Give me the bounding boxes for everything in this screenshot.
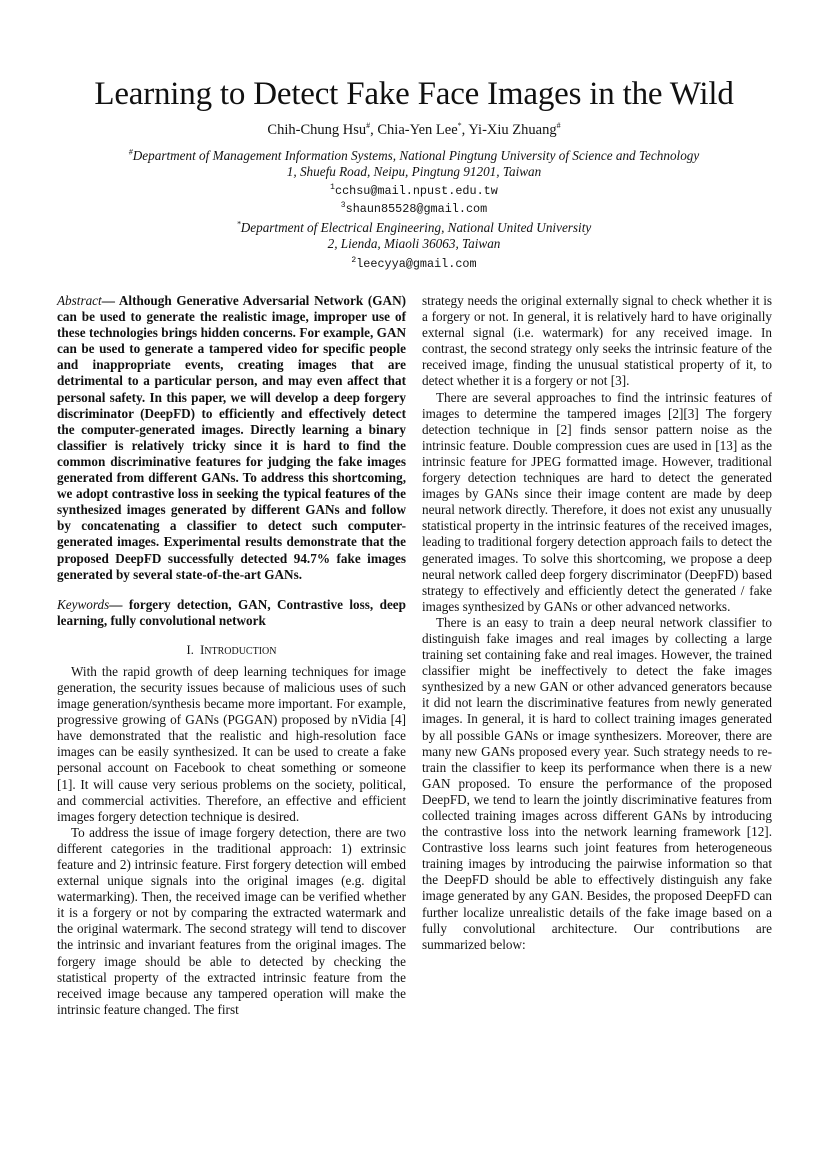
abstract: [57, 293, 406, 583]
affiliation-2-line-2: 2, Lienda, Miaoli 36063, Taiwan: [327, 236, 501, 251]
email-1: [0, 183, 828, 199]
author-name: Chia-Yen Lee: [377, 122, 458, 138]
keywords: [57, 597, 406, 629]
affiliation-text: Department of Electrical Engineering, National United University: [240, 220, 592, 235]
abstract-dash: —: [101, 293, 119, 308]
keywords-label: Keywords: [57, 596, 110, 612]
keywords-text: forgery detection, GAN, Contrastive loss, deep learning, fully convolutional network: [57, 596, 406, 628]
section-initial: I: [200, 642, 205, 657]
intro-paragraph-1: With the rapid growth of deep learning techniques for image generation, the security issues because of malicious uses of such image generation/synthesis became more important. For example, progressive growing of GANs (PGGAN) proposed by nVidia [4] have demonstrated that the realistic and high-resolution face images can be easily synthesized. It can be used to create a fake personal account on Facebook to cheat something or someone [1]. It will cause very serious problems on the society, political, and commercial activities. Therefore, an effective and efficient images forgery detection technique is desired.: [57, 663, 406, 824]
affiliation-1-line-2: 1, Shuefu Road, Neipu, Pingtung 91201, Taiwan: [286, 164, 542, 179]
affiliation-mark: *: [236, 219, 241, 229]
email-3: [0, 256, 828, 272]
left-column: [57, 293, 406, 1018]
author-list: Chih-Chung Hsu#, Chia-Yen Lee*, Yi-Xiu Zhuang#: [267, 121, 561, 138]
intro-paragraph-3: strategy needs the original externally signal to check whether it is a forgery or not. In general, it is relatively hard to have originally external signal (i.e. watermark) for any received image. In contrast, the second strategy only seeks the intrinsic feature of the received image, finding the unusual statistical property of it, to detect whether it is a forgery or not [3].: [422, 293, 772, 389]
keywords-dash: —: [109, 596, 129, 612]
intro-paragraph-5: There is an easy to train a deep neural network classifier to distinguish fake images and real images by collecting a large training set containing fake and real images. However, the trained classifier might be ineffectively to detect the fake images synthesized by a new GAN or other advanced generators because it did not learn the discriminative features from newly generated images. In general, it is hard to collect training images generated by all possible GANs or image synthesizers. Moreover, there are many new GANs proposed every year. Such strategy needs to re-train the classifier to keep its performance when there is a new GAN proposed. To ensure the performance of the proposed DeepFD, we tend to learn the jointly discriminative features from collected training images across different GANs by introducing the contrastive loss into the network learning framework [12]. Contrastive loss learns such joint features from heterogeneous training images by introducing the pairwise information so that the DeepFD should be able to effectively distinguish any fake image generated by any GAN. Besides, the proposed DeepFD can further localize unrealistic details of the fake image based on a fully convolutional architecture. Our contributions are summarized below:: [422, 614, 772, 952]
right-column: [422, 293, 772, 953]
affiliation-mark: #: [128, 147, 133, 157]
affiliation-2-line-1: [0, 220, 828, 236]
email-mark: 2: [351, 256, 357, 266]
author-mark: #: [556, 121, 561, 131]
section-number: I.: [186, 642, 194, 657]
section-rest: NTRODUCTION: [204, 645, 277, 657]
email-address: leecyya@gmail.com: [356, 257, 477, 271]
author-name: Yi-Xiu Zhuang: [468, 122, 557, 138]
email-mark: 1: [330, 183, 335, 193]
section-heading-introduction: [57, 642, 406, 660]
email-mark: 3: [340, 201, 346, 211]
author-name: Chih-Chung Hsu: [267, 122, 367, 138]
author-mark: #: [366, 121, 371, 131]
paper-title: Learning to Detect Fake Face Images in the Wild: [94, 76, 734, 112]
intro-paragraph-4: There are several approaches to find the intrinsic features of images to determine the tampered images [2][3] The forgery detection technique in [2] finds sensor pattern noise as the intrinsic feature. Double compression cues are used in [13] as the intrinsic feature for JPEG formatted image. However, traditional forgery detection techniques are hard to detect the generated images by GANs since their image content are made by deep neural network directly. Therefore, it does not exist any unusually statistical property in the intrinsic features of the received images, leading to traditional forgery detection approach fails to detect the generated images. To solve this shortcoming, we propose a deep neural network called deep forgery discriminator (DeepFD) based strategy to effectively and efficiently detect the generated / fake images synthesized by GANs or other advanced networks.: [422, 389, 772, 614]
abstract-label: Abstract: [57, 293, 102, 308]
affiliation-text: Department of Management Information Systems, National Pingtung University of Science and Technology: [132, 148, 700, 163]
intro-paragraph-2: To address the issue of image forgery detection, there are two different categories in the traditional approach: 1) extrinsic feature and 2) intrinsic feature. First forgery detection will embed external unique signals into the original images (e.g. digital watermarking). Then, the received image can be verified whether it is a forgery or not by comparing the extracted watermark and the original watermark. The second strategy will tend to discover the intrinsic and invariant features from the original images. The forgery image should be able to detected by checking the statistical property of the extracted intrinsic feature from the received image because any tampered operation will make the intrinsic feature changed. The first: [57, 824, 406, 1017]
email-address: shaun85528@gmail.com: [345, 202, 488, 216]
abstract-text: Although Generative Adversarial Network (GAN) can be used to generate the realistic image, improper use of these technologies brings hidden concerns. For example, GAN can be used to generate a tampered video for specific people and inappropriate events, creating images that are detrimental to a particular person, and may even affect that personal safety. In this paper, we will develop a deep forgery discriminator (DeepFD) to efficiently and effectively detect the computer-generated images. Directly learning a binary classifier is relatively tricky since it is hard to find the common discriminative features for judging the fake images generated from different GANs. To address this shortcoming, we adopt contrastive loss in seeking the typical features of the synthesized images generated by different GANs and follow by concatenating a classifier to detect such computer-generated images. Experimental results demonstrate that the proposed DeepFD successfully detected 94.7% fake images generated by several state-of-the-art GANs.: [57, 293, 406, 582]
email-2: [0, 201, 828, 217]
author-mark: *: [457, 121, 462, 131]
affiliation-1-line-1: [0, 148, 828, 164]
email-address: cchsu@mail.npust.edu.tw: [334, 184, 498, 198]
